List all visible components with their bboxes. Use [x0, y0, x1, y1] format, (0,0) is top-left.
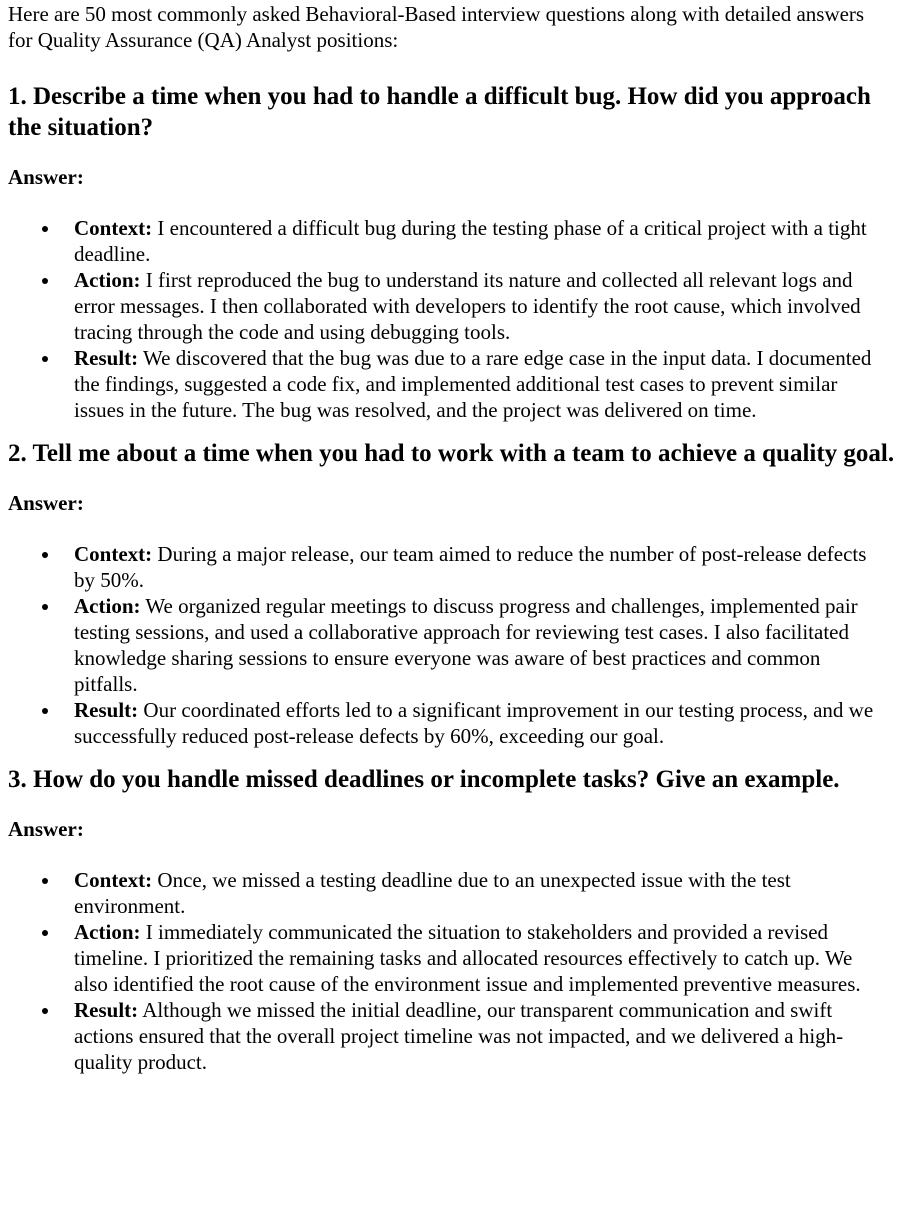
bullet-icon — [42, 708, 48, 714]
item-label: Context: — [74, 542, 153, 566]
item-label: Action: — [74, 594, 141, 618]
list-item-context — [8, 541, 874, 593]
item-text: I encountered a difficult bug during the testing phase of a critical project with a tight deadline. — [74, 216, 867, 266]
question-section-3 — [8, 764, 911, 1075]
list-item-result — [8, 697, 874, 749]
bullet-icon — [42, 930, 48, 936]
bullet-icon — [42, 226, 48, 232]
list-item-context — [8, 867, 874, 919]
item-label: Context: — [74, 216, 153, 240]
item-text: We discovered that the bug was due to a rare edge case in the input data. I documented the findings, suggested a code fix, and implemented additional test cases to prevent similar issues in the future. The bug was resolved, and the project was delivered on time. — [74, 346, 872, 422]
list-item-action — [8, 267, 874, 345]
item-label: Result: — [74, 698, 139, 722]
item-text: During a major release, our team aimed to reduce the number of post-release defects by 50%. — [74, 542, 867, 592]
item-text: I immediately communicated the situation to stakeholders and provided a revised timeline. I prioritized the remaining tasks and allocated resources effectively to catch up. We also identified the root cause of the environment issue and implemented preventive measures. — [74, 920, 861, 996]
bullet-icon — [42, 1008, 48, 1014]
item-text: Although we missed the initial deadline, our transparent communication and swift actions ensured that the overall project timeline was not impacted, and we delivered a high-quality product. — [74, 998, 844, 1074]
list-item-action — [8, 919, 874, 997]
bullet-icon — [42, 278, 48, 284]
item-label: Result: — [74, 998, 139, 1022]
answer-list — [8, 541, 911, 749]
bullet-icon — [42, 552, 48, 558]
item-label: Action: — [74, 920, 141, 944]
question-section-1 — [8, 81, 911, 423]
answer-label: Answer: — [8, 165, 84, 189]
question-section-2 — [8, 438, 911, 749]
question-heading: 2. Tell me about a time when you had to work with a team to achieve a quality goal. — [8, 440, 895, 467]
item-text: Once, we missed a testing deadline due to an unexpected issue with the test environment. — [74, 868, 791, 918]
answer-label: Answer: — [8, 491, 84, 515]
answer-label: Answer: — [8, 817, 84, 841]
list-item-result — [8, 345, 874, 423]
question-heading: 3. How do you handle missed deadlines or incomplete tasks? Give an example. — [8, 766, 840, 793]
item-text: Our coordinated efforts led to a significant improvement in our testing process, and we successfully reduced post-release defects by 60%, exceeding our goal. — [74, 698, 874, 748]
answer-list — [8, 867, 911, 1075]
bullet-icon — [42, 878, 48, 884]
intro-paragraph: Here are 50 most commonly asked Behavioral-Based interview questions along with detailed answers for Quality Assurance (QA) Analyst positions: — [8, 2, 865, 52]
item-text: I first reproduced the bug to understand its nature and collected all relevant logs and error messages. I then collaborated with developers to identify the root cause, which involved tracing through the code and using debugging tools. — [74, 268, 861, 344]
item-text: We organized regular meetings to discuss progress and challenges, implemented pair testing sessions, and used a collaborative approach for reviewing test cases. I also facilitated knowledge sharing sessions to ensure everyone was aware of best practices and common pitfalls. — [74, 594, 858, 696]
item-label: Context: — [74, 868, 153, 892]
item-label: Action: — [74, 268, 141, 292]
answer-list — [8, 215, 911, 423]
list-item-context — [8, 215, 874, 267]
list-item-result — [8, 997, 874, 1075]
question-heading: 1. Describe a time when you had to handle a difficult bug. How did you approach the situation? — [8, 83, 871, 141]
list-item-action — [8, 593, 874, 697]
item-label: Result: — [74, 346, 139, 370]
bullet-icon — [42, 356, 48, 362]
bullet-icon — [42, 604, 48, 610]
